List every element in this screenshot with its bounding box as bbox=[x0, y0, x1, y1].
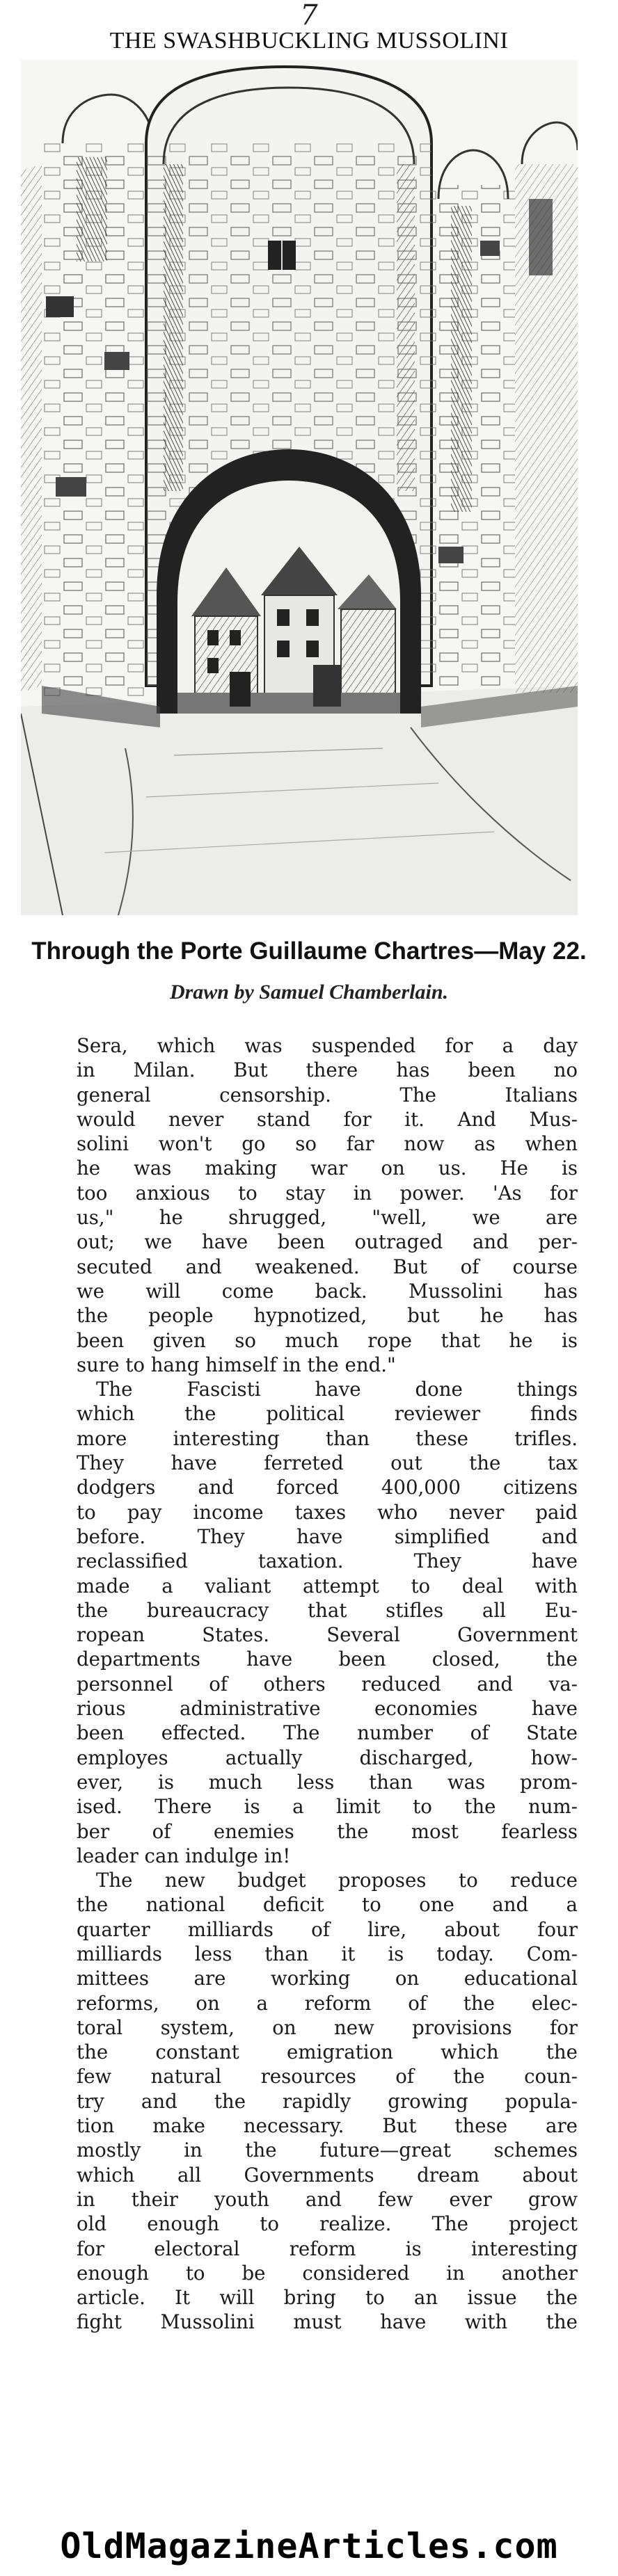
body-line: which the political reviewer finds bbox=[77, 1402, 578, 1426]
body-line: ropean States. Several Government bbox=[77, 1623, 578, 1647]
body-line: would never stand for it. And Mus- bbox=[77, 1107, 578, 1131]
body-line: The Fascisti have done things bbox=[96, 1378, 578, 1401]
body-line: sure to hang himself in the end." bbox=[77, 1353, 396, 1376]
body-line: been given so much rope that he is bbox=[77, 1328, 578, 1352]
body-line: secuted and weakened. But of course bbox=[77, 1255, 578, 1278]
body-line: toral system, on new provisions for bbox=[77, 2015, 578, 2039]
body-line: reforms, on a reform of the elec- bbox=[77, 1991, 578, 2015]
body-line: us," he shrugged, "well, we are bbox=[77, 1206, 578, 1230]
body-line: They have ferreted out the tax bbox=[77, 1451, 578, 1475]
body-line: employes actually discharged, how- bbox=[77, 1746, 578, 1769]
body-line: quarter milliards of lire, about four bbox=[77, 1917, 578, 1941]
body-line: ever, is much less than was prom- bbox=[77, 1770, 578, 1794]
site-watermark: OldMagazineArticles.com bbox=[60, 2526, 558, 2566]
body-line: to pay income taxes who never paid bbox=[77, 1500, 578, 1524]
body-line: leader can indulge in! bbox=[77, 1844, 291, 1867]
body-line: before. They have simplified and bbox=[77, 1524, 578, 1548]
body-line: ber of enemies the most fearless bbox=[77, 1819, 578, 1843]
body-line: for electoral reform is interesting bbox=[77, 2237, 578, 2260]
running-head: THE SWASHBUCKLING MUSSOLINI bbox=[109, 28, 509, 54]
body-line: more interesting than these trifles. bbox=[77, 1426, 578, 1450]
body-line: the national deficit to one and a bbox=[77, 1893, 578, 1917]
body-line: try and the rapidly growing popula- bbox=[77, 2089, 578, 2113]
body-line: out; we have been outraged and per- bbox=[77, 1230, 578, 1254]
body-line: which all Governments dream about bbox=[77, 2163, 578, 2187]
body-line: reclassified taxation. They have bbox=[77, 1549, 578, 1573]
body-line: general censorship. The Italians bbox=[77, 1083, 578, 1106]
body-line: the constant emigration which the bbox=[77, 2040, 578, 2064]
body-line: tion make necessary. But these are bbox=[77, 2114, 578, 2138]
body-line: personnel of others reduced and va- bbox=[77, 1672, 578, 1696]
body-line: ised. There is a limit to the num- bbox=[77, 1795, 578, 1819]
body-line: been effected. The number of State bbox=[77, 1721, 578, 1745]
body-line: Sera, which was suspended for a day bbox=[77, 1034, 578, 1057]
body-line: rious administrative economies have bbox=[77, 1697, 578, 1721]
page-number: 7 bbox=[300, 0, 318, 31]
body-line: The new budget proposes to reduce bbox=[96, 1869, 578, 1892]
body-line: the people hypnotized, but he has bbox=[77, 1304, 578, 1328]
body-line: in their youth and few ever grow bbox=[77, 2187, 578, 2211]
body-line: enough to be considered in another bbox=[77, 2261, 578, 2285]
article-body bbox=[77, 1033, 578, 2335]
body-line: article. It will bring to an issue the bbox=[77, 2286, 578, 2310]
body-line: too anxious to stay in power. 'As for bbox=[77, 1181, 578, 1205]
body-line: few natural resources of the coun- bbox=[77, 2065, 578, 2088]
body-line: we will come back. Mussolini has bbox=[77, 1279, 578, 1303]
gate-illustration bbox=[21, 60, 578, 915]
illustration-credit: Drawn by Samuel Chamberlain. bbox=[169, 981, 449, 1004]
body-line: mostly in the future—great schemes bbox=[77, 2139, 578, 2162]
body-line: old enough to realize. The project bbox=[77, 2212, 578, 2236]
body-line: made a valiant attempt to deal with bbox=[77, 1574, 578, 1597]
body-line: mittees are working on educational bbox=[77, 1967, 578, 1990]
gate-sketch bbox=[21, 60, 578, 915]
illustration-caption: Through the Porte Guillaume Chartres—May 22. bbox=[31, 937, 587, 965]
body-line: in Milan. But there has been no bbox=[77, 1058, 578, 1082]
body-line: milliards less than it is today. Com- bbox=[77, 1942, 578, 1965]
body-line: fight Mussolini must have with the bbox=[77, 2310, 578, 2334]
body-line: dodgers and forced 400,000 citizens bbox=[77, 1476, 578, 1499]
body-line: departments have been closed, the bbox=[77, 1648, 578, 1671]
body-line: the bureaucracy that stifles all Eu- bbox=[77, 1598, 578, 1622]
body-line: solini won't go so far now as when bbox=[77, 1132, 578, 1156]
body-line: he was making war on us. He is bbox=[77, 1157, 578, 1180]
